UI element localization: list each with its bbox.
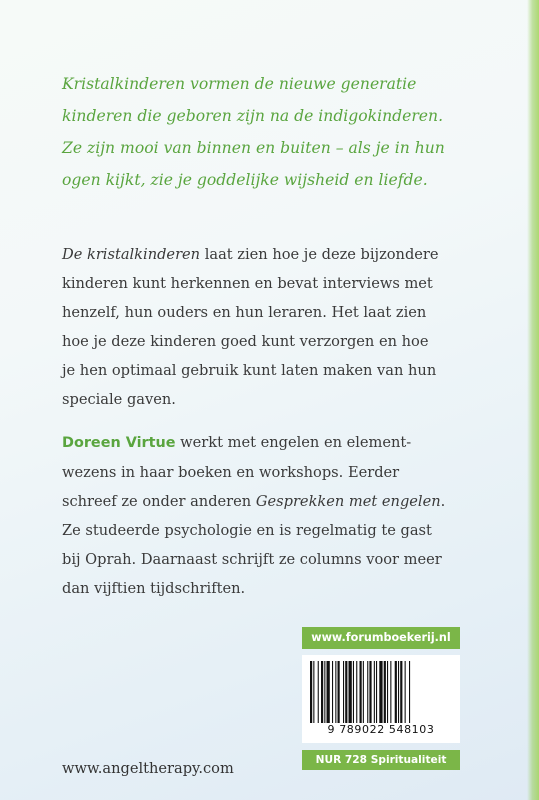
barcode-bar: [313, 661, 314, 723]
bio-line: Ze studeerde psychologie en is regelmatig te gast: [62, 522, 432, 539]
intro-line: kinderen die geboren zijn na de indigokinderen.: [62, 107, 444, 125]
barcode-bar: [321, 661, 323, 723]
isbn-number: 9 789022 548103: [327, 723, 435, 736]
barcode-bar: [379, 661, 382, 723]
description-line: je hen optimaal gebruik kunt laten maken van hun: [62, 362, 437, 379]
bio-text: .: [440, 493, 446, 510]
barcode-bar: [327, 661, 330, 723]
green-spine-edge: [527, 0, 539, 800]
barcode-bar: [400, 661, 402, 723]
bio-line: dan vijftien tijdschriften.: [62, 580, 246, 597]
barcode-bar: [376, 661, 377, 723]
nur-genre-label: NUR 728 Spiritualiteit: [302, 750, 460, 770]
other-book-title: Gesprekken met engelen: [255, 493, 441, 510]
barcode-bar: [363, 661, 364, 723]
author-bio: [62, 428, 502, 603]
barcode-bar: [345, 661, 347, 723]
barcode-bar: [318, 661, 319, 723]
description-line: hoe je deze kinderen goed kunt verzorgen en hoe: [62, 333, 429, 350]
barcode-bar: [409, 661, 410, 723]
barcode-bar: [353, 661, 354, 723]
intro-quote: [62, 68, 502, 196]
barcode-bar: [395, 661, 397, 723]
barcode-bar: [387, 661, 388, 723]
barcode-bar: [367, 661, 368, 723]
bio-line: [62, 487, 502, 516]
description-line: henzelf, hun ouders en hun leraren. Het laat zien: [62, 304, 427, 321]
intro-line: Ze zijn mooi van binnen en buiten – als je in hun: [62, 139, 445, 157]
barcode-bar: [384, 661, 386, 723]
barcode-bar: [356, 661, 357, 723]
description-line: speciale gaven.: [62, 391, 176, 408]
description-line: kinderen kunt herkennen en bevat interviews met: [62, 275, 433, 292]
author-website: www.angeltherapy.com: [62, 760, 234, 777]
bio-line: wezens in haar boeken en workshops. Eerder: [62, 464, 400, 481]
barcode-bar: [335, 661, 336, 723]
barcode-bar: [343, 661, 344, 723]
barcode-bar: [360, 661, 362, 723]
barcode-icon: [308, 661, 454, 723]
book-title: De kristalkinderen: [62, 246, 201, 263]
intro-line: Kristalkinderen vormen de nieuwe generatie: [62, 75, 417, 93]
barcode-bar: [405, 661, 406, 723]
barcode-bar: [324, 661, 325, 723]
barcode-bar: [390, 661, 391, 723]
barcode-bar: [374, 661, 375, 723]
bio-line: bij Oprah. Daarnaast schrijft ze columns voor meer: [62, 551, 442, 568]
description-text: laat zien hoe je deze bijzondere: [200, 246, 439, 263]
barcode-bar: [332, 661, 333, 723]
barcode-bar: [310, 661, 312, 723]
intro-line: ogen kijkt, zie je goddelijke wijsheid en liefde.: [62, 171, 428, 189]
barcode-bar: [349, 661, 352, 723]
author-name: Doreen Virtue: [62, 435, 176, 451]
bio-text: werkt met engelen en element-: [175, 434, 412, 451]
bio-text: schreef ze onder anderen: [62, 493, 256, 510]
barcode-bar: [338, 661, 340, 723]
isbn-barcode: [302, 655, 460, 743]
book-description: [62, 240, 502, 414]
bio-line: [62, 428, 502, 458]
publisher-url-label: www.forumboekerij.nl: [302, 627, 460, 649]
barcode-bar: [369, 661, 371, 723]
description-line: [62, 240, 502, 269]
barcode-bar: [398, 661, 399, 723]
